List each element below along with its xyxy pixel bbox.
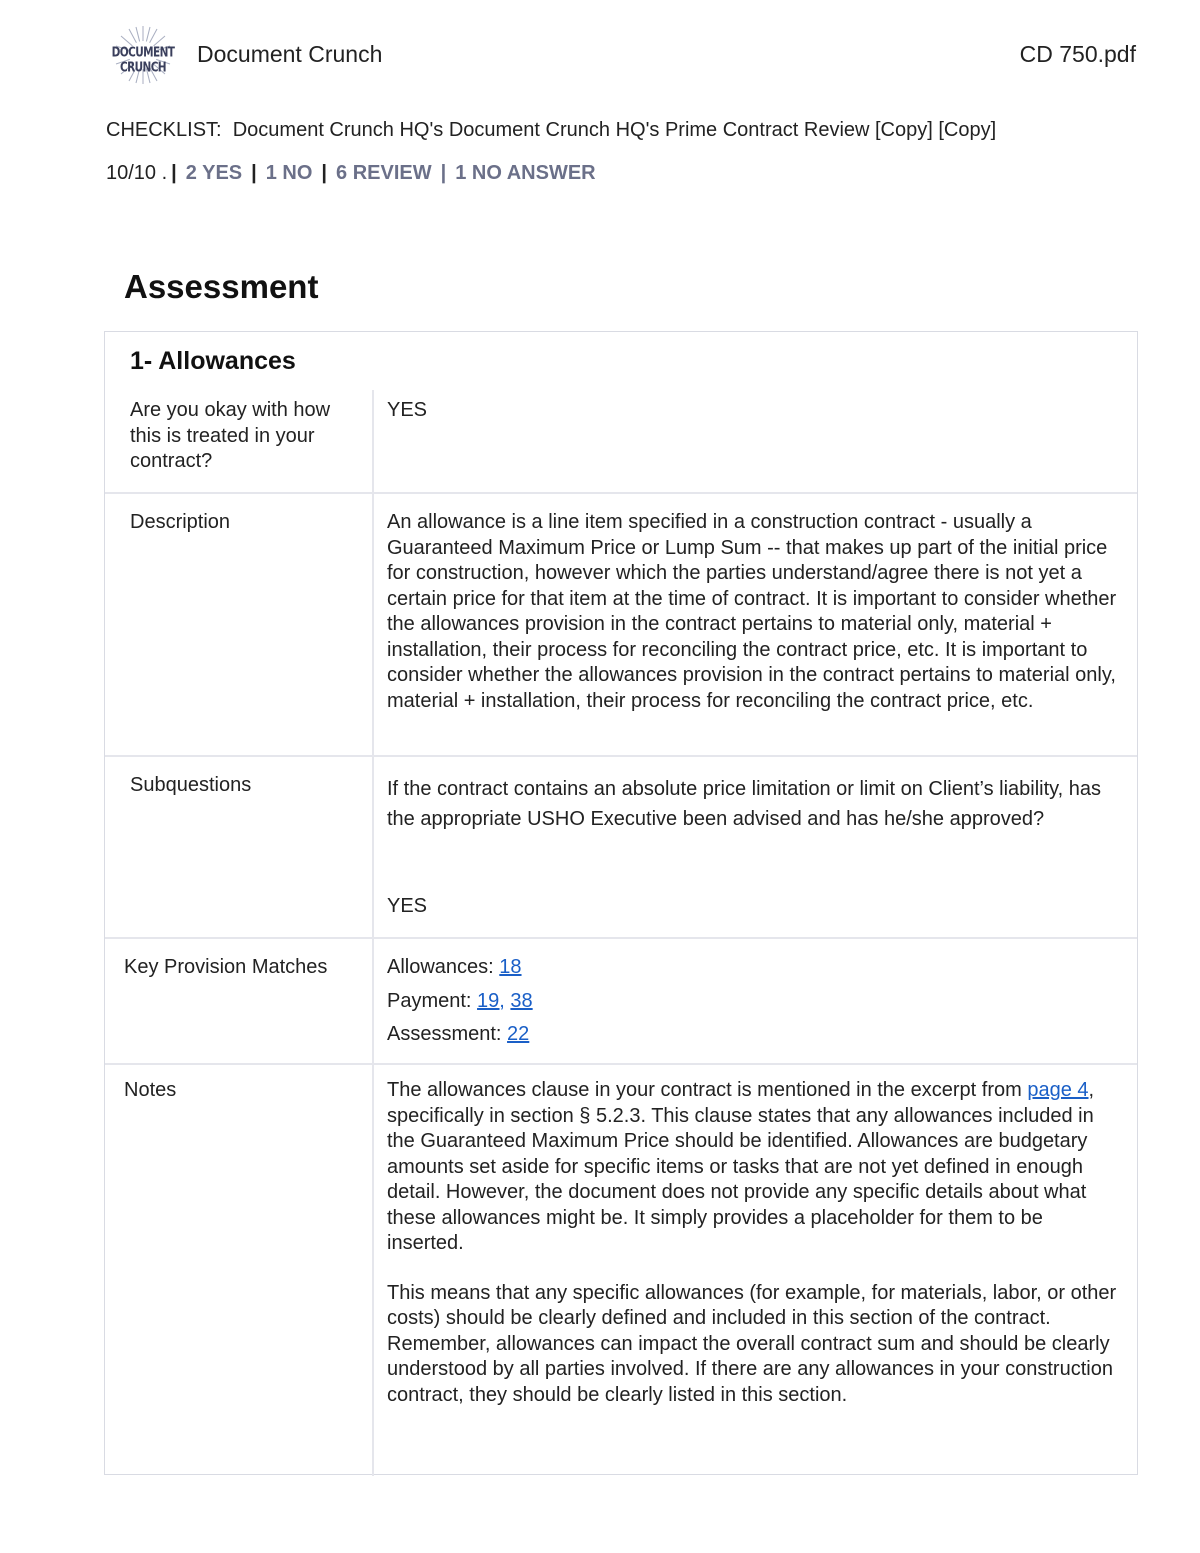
- notes-paragraph: This means that any specific allowances (for example, for materials, labor, or other costs) should be clearly defined and included in this section of the contract. Remember, allowances can impact the overall contract sum and should be clearly understood by all parties involved. If there are any allowances in your construction contract, they should be clearly listed in this section.: [387, 1281, 1117, 1406]
- checklist-item-card: [104, 331, 1138, 1475]
- app-name: Document Crunch: [197, 41, 383, 67]
- key-provision-row: [387, 955, 1117, 989]
- checklist-stats: [106, 162, 596, 185]
- logo-text: DOCUMENT CRUNCH: [111, 45, 175, 75]
- page-link[interactable]: 38: [510, 989, 533, 1012]
- key-provision-name: Payment:: [387, 989, 472, 1012]
- separator: |: [251, 162, 257, 184]
- key-provision-name: Assessment:: [387, 1023, 502, 1045]
- column-divider: [372, 390, 374, 1476]
- row-divider: [105, 492, 1137, 494]
- notes-text: [387, 1078, 1117, 1408]
- notes-text-part: The allowances clause in your contract is mentioned in the excerpt from: [387, 1079, 1022, 1101]
- file-name: CD 750.pdf: [1019, 41, 1136, 67]
- checklist-label: CHECKLIST:: [106, 119, 222, 141]
- key-provision-row: [387, 1022, 1117, 1056]
- question-label: Are you okay with how this is treated in your contract?: [130, 399, 331, 472]
- separator: |: [321, 162, 328, 184]
- separator: |: [440, 162, 447, 184]
- section-title: Assessment: [124, 268, 319, 305]
- notes-paragraph: [387, 1078, 1117, 1257]
- review-count: 6 REVIEW: [336, 162, 432, 184]
- checklist-name: Document Crunch HQ's Document Crunch HQ's Prime Contract Review [Copy] [Copy]: [232, 119, 997, 141]
- score: 10/10 .: [106, 162, 168, 184]
- document-crunch-logo: [102, 24, 184, 86]
- page-4-link[interactable]: page 4: [1027, 1079, 1089, 1101]
- key-provision-name: Allowances:: [387, 956, 494, 978]
- item-title: 1- Allowances: [130, 347, 296, 375]
- checklist-title: [106, 119, 996, 142]
- subquestion-text: If the contract contains an absolute price limitation or limit on Client’s liability, has the appropriate USHO Executive been advised and has he/she approved?: [387, 778, 1102, 830]
- subquestion-answer: YES: [387, 895, 428, 917]
- subquestions-label: Subquestions: [130, 774, 252, 796]
- page-header: [102, 24, 1136, 88]
- no-answer-count: 1 NO ANSWER: [455, 162, 596, 184]
- notes-text-part: , specifically in section § 5.2.3. This clause states that any allowances included in the Guaranteed Maximum Price should be identified. Allowances are budgetary amounts set aside for specific items or tasks that are not yet defined in enough detail. However, the document does not provide any specific details about what these allowances might be. It simply provides a placeholder for them to be inserted.: [387, 1079, 1095, 1254]
- row-divider: [105, 755, 1137, 757]
- page-link[interactable]: 18: [499, 956, 522, 978]
- row-divider: [105, 937, 1137, 939]
- key-provisions-label: Key Provision Matches: [124, 956, 328, 978]
- description-label: Description: [130, 511, 231, 533]
- row-divider: [105, 1063, 1137, 1065]
- separator: |: [171, 162, 177, 184]
- page-link[interactable]: 22: [507, 1023, 530, 1045]
- key-provision-row: [387, 989, 1117, 1023]
- key-provisions-list: [387, 955, 1117, 1056]
- notes-label: Notes: [124, 1079, 177, 1101]
- description-text: An allowance is a line item specified in a construction contract - usually a Guaranteed Maximum Price or Lump Sum -- that makes up part of the initial price for construction, however which the parties understand/agree there is not yet a certain price for that item at the time of contract. It is important to consider whether the allowances provision in the contract pertains to material only, material + installation, their process for reconciling the contract price, etc. It is important to consider whether the allowances provision in the contract pertains to material only, material + installation, their process for reconciling the contract price, etc.: [387, 511, 1117, 712]
- question-answer: YES: [387, 399, 428, 421]
- no-count: 1 NO: [265, 162, 313, 184]
- yes-count: 2 YES: [185, 162, 243, 184]
- page-link[interactable]: 19,: [477, 989, 505, 1012]
